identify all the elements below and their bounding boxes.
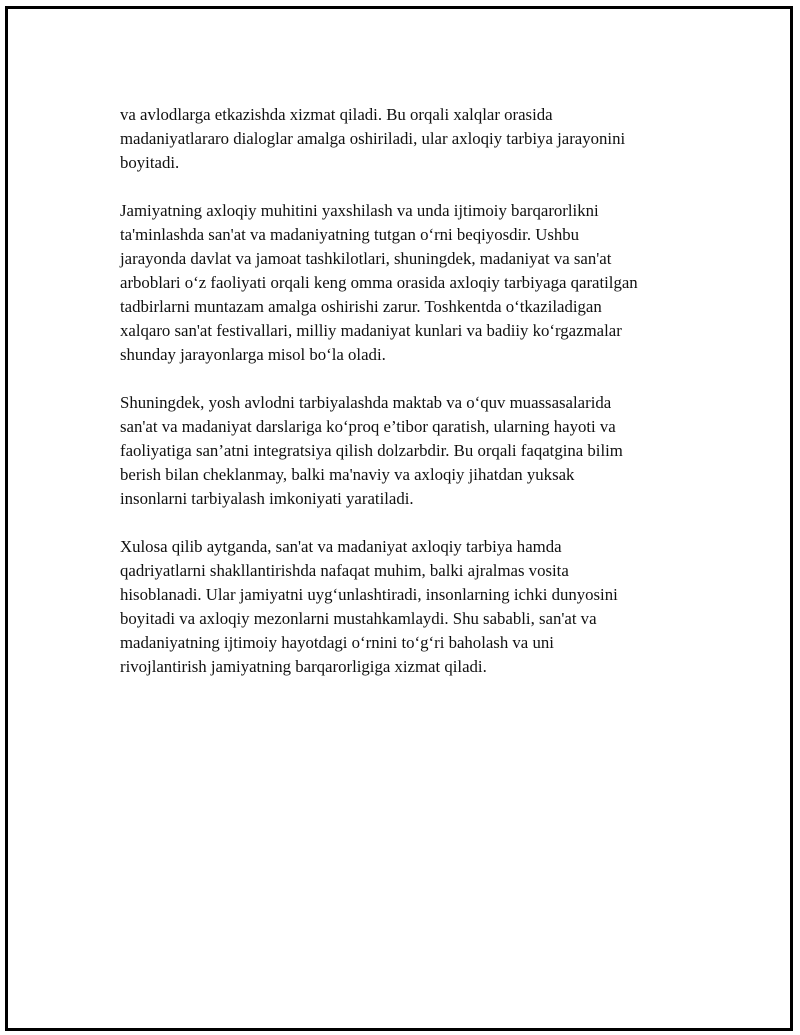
text-line: Jamiyatning axloqiy muhitini yaxshilash va unda ijtimoiy barqarorlikni — [120, 201, 599, 220]
text-line: rivojlantirish jamiyatning barqarorligiga xizmat qiladi. — [120, 657, 487, 676]
text-line: arboblari o‘z faoliyati orqali keng omma orasida axloqiy tarbiyaga qaratilgan — [120, 273, 638, 292]
text-line: hisoblanadi. Ular jamiyatni uyg‘unlashtiradi, insonlarning ichki dunyosini — [120, 585, 618, 604]
text-line: tadbirlarni muntazam amalga oshirishi zarur. Toshkentda o‘tkaziladigan — [120, 297, 602, 316]
text-line: berish bilan cheklanmay, balki ma'naviy va axloqiy jihatdan yuksak — [120, 465, 575, 484]
text-line: va avlodlarga etkazishda xizmat qiladi. Bu orqali xalqlar orasida — [120, 105, 553, 124]
text-line: ta'minlashda san'at va madaniyatning tutgan o‘rni beqiyosdir. Ushbu — [120, 225, 580, 244]
text-line: boyitadi va axloqiy mezonlarni mustahkamlaydi. Shu sababli, san'at va — [120, 609, 597, 628]
text-line: boyitadi. — [120, 153, 180, 172]
text-line: madaniyatning ijtimoiy hayotdagi o‘rnini to‘g‘ri baholash va uni — [120, 633, 554, 652]
text-line: san'at va madaniyat darslariga ko‘proq e’tibor qaratish, ularning hayoti va — [120, 417, 616, 436]
text-line: qadriyatlarni shakllantirishda nafaqat muhim, balki ajralmas vosita — [120, 561, 569, 580]
text-line: xalqaro san'at festivallari, milliy madaniyat kunlari va badiiy ko‘rgazmalar — [120, 321, 622, 340]
text-line: insonlarni tarbiyalash imkoniyati yaratiladi. — [120, 489, 414, 508]
paragraph-2 — [120, 199, 720, 367]
text-line: shunday jarayonlarga misol bo‘la oladi. — [120, 345, 386, 364]
paragraph-3 — [120, 391, 720, 511]
paragraph-1 — [120, 103, 720, 175]
document-body — [120, 103, 720, 703]
text-line: faoliyatiga san’atni integratsiya qilish dolzarbdir. Bu orqali faqatgina bilim — [120, 441, 623, 460]
text-line: Xulosa qilib aytganda, san'at va madaniyat axloqiy tarbiya hamda — [120, 537, 562, 556]
paragraph-4 — [120, 535, 720, 679]
text-line: Shuningdek, yosh avlodni tarbiyalashda maktab va o‘quv muassasalarida — [120, 393, 612, 412]
page-frame — [5, 6, 793, 1031]
text-line: jarayonda davlat va jamoat tashkilotlari, shuningdek, madaniyat va san'at — [120, 249, 612, 268]
text-line: madaniyatlararo dialoglar amalga oshiriladi, ular axloqiy tarbiya jarayonini — [120, 129, 626, 148]
